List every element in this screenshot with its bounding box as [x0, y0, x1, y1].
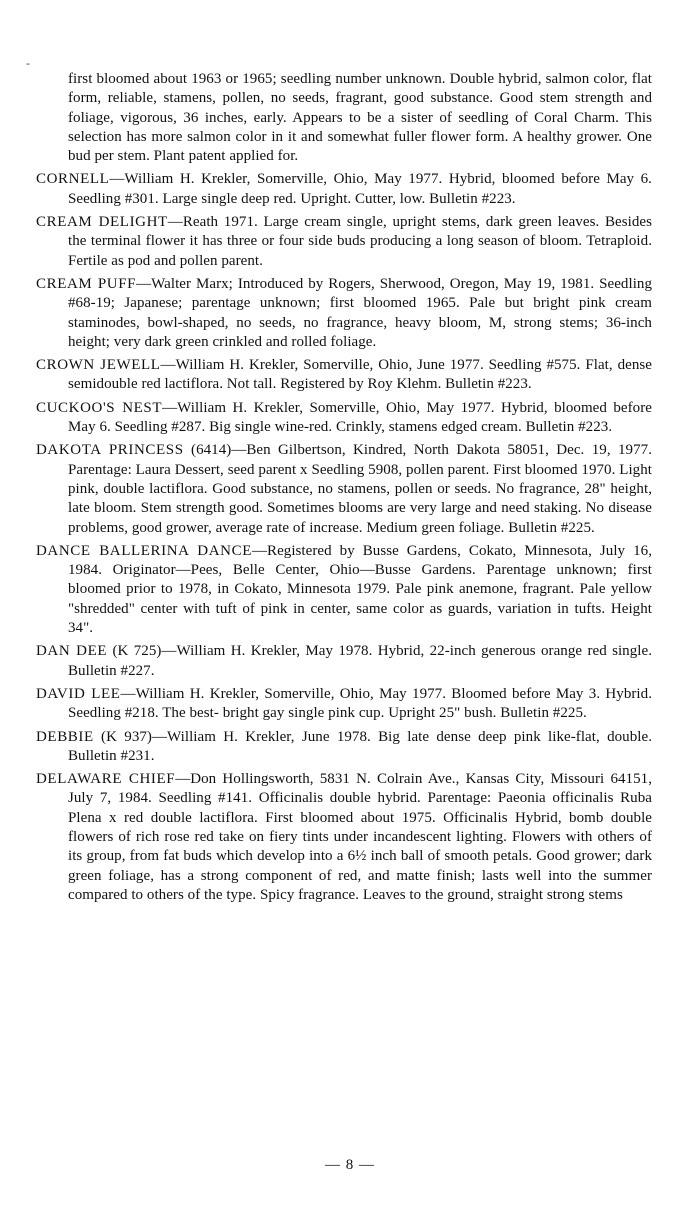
entry-name: CORNELL — [36, 171, 110, 188]
list-item — [36, 213, 652, 271]
list-item — [36, 770, 652, 905]
entry-text: —Registered by Busse Gardens, Cokato, Minnesota, July 16, 1984. Originator—Pees, Belle Center, Ohio—Busse Gardens. Parentage unknown; first bloomed prior to 1978, in Cokato, Minnesota 1979. Pale pink anemone, fragrant. Pale yellow "shredded" center with tuft of pink in center, same color as guards, variation in tufts. Height 34". — [68, 542, 652, 637]
list-item — [36, 275, 652, 352]
entry-text: —William H. Krekler, Somerville, Ohio, May 1977. Bloomed before May 3. Hybrid. Seedling #218. The best- bright gay single pink cup. Upright 25" bush. Bulletin #225. — [68, 685, 653, 722]
entry-text: —Walter Marx; Introduced by Rogers, Sherwood, Oregon, May 19, 1981. Seedling #68-19; Japanese; parentage unknown; first bloomed 1965. Pale but bright pink cream staminodes, bowl-shaped, no seeds, no fragrance, heavy bloom, M, strong stems; 36-inch height; very dark green crinkled and rolled foliage. — [68, 275, 653, 350]
entry-name: DELAWARE CHIEF — [36, 771, 176, 788]
list-item — [36, 441, 652, 537]
list-item — [36, 399, 652, 438]
list-item — [36, 728, 652, 767]
entry-name: CREAM PUFF — [36, 275, 137, 292]
entry-text: —William H. Krekler, Somerville, Ohio, May 1977. Hybrid, bloomed before May 6. Seedling #287. Big single wine-red. Crinkly, stamens edged cream. Bulletin #223. — [68, 399, 652, 436]
list-item — [36, 356, 652, 395]
list-item — [36, 685, 652, 724]
list-item — [36, 170, 652, 209]
page-number: — 8 — — [325, 1157, 375, 1173]
entry-name: DAKOTA PRINCESS — [36, 442, 184, 459]
entry-text: —Don Hollingsworth, 5831 N. Colrain Ave., Kansas City, Missouri 64151, July 7, 1984. Seedling #141. Officinalis double hybrid. Parentage: Paeonia officinalis Ruba Plena x red double lactiflora. First bloomed about 1975. Officinalis Hybrid, bomb double flowers of rich rose red take on fiery tints under incandescent lighting. Flowers with others of its group, from fat buds which develop into a 6½ inch ball of smooth petals. Good grower; dark green foliage, has a strong component of red, and matte finish; lasts well into the summer compared to others of the type. Spicy fragrance. Leaves to the ground, straight strong stems — [68, 771, 652, 903]
stray-mark: - — [26, 56, 30, 70]
list-item — [36, 642, 652, 681]
entry-list — [36, 70, 652, 909]
entry-text: first bloomed about 1963 or 1965; seedling number unknown. Double hybrid, salmon color, flat form, reliable, stamens, pollen, no seeds, fragrant, good substance. Good stem strength and foliage, vigorous, 36 inches, early. Appears to be a sister of seedling of Coral Charm. This selection has more salmon color in it and somewhat fuller flower form. A healthy grower. One bud per stem. Plant patent applied for. — [68, 71, 652, 165]
list-item — [36, 542, 652, 638]
entry-name: CROWN JEWELL — [36, 357, 161, 374]
list-item — [36, 70, 652, 166]
entry-name: CUCKOO'S NEST — [36, 399, 163, 416]
entry-text: —William H. Krekler, Somerville, Ohio, May 1977. Hybrid, bloomed before May 6. Seedling #301. Large single deep red. Upright. Cutter, low. Bulletin #223. — [68, 171, 652, 207]
entry-name: DANCE BALLERINA DANCE — [36, 542, 252, 559]
entry-name: DAVID LEE — [36, 685, 121, 702]
entry-text: —William H. Krekler, Somerville, Ohio, June 1977. Seedling #575. Flat, dense semidouble red lactiflora. Not tall. Registered by Roy Klehm. Bulletin #223. — [68, 357, 652, 393]
entry-text: (K 725)—William H. Krekler, May 1978. Hybrid, 22-inch generous orange red single. Bulletin #227. — [68, 643, 653, 679]
entry-name: CREAM DELIGHT — [36, 214, 168, 231]
entry-name: DAN DEE — [36, 643, 108, 660]
entry-text: —Reath 1971. Large cream single, upright stems, dark green leaves. Besides the terminal flower it has three or four side buds producing a long season of bloom. Tetraploid. Fertile as pod and pollen parent. — [68, 214, 652, 269]
entry-text: (K 937)—William H. Krekler, June 1978. Big late dense deep pink like-flat, double. Bulletin #231. — [68, 728, 652, 764]
entry-text: (6414)—Ben Gilbertson, Kindred, North Dakota 58051, Dec. 19, 1977. Parentage: Laura Dessert, seed parent x Seedling 5908, pollen parent. First bloomed 1970. Light pink, double lactiflora. Good substance, no stamens, pollen or seeds. No fragrance, 28" height, late bloom. Stem strength good. Sometimes blooms are very large and need staking. No disease problems, good grower, average rate of increase. Medium green foliage. Bulletin #225. — [68, 442, 652, 536]
entry-name: DEBBIE — [36, 728, 94, 745]
